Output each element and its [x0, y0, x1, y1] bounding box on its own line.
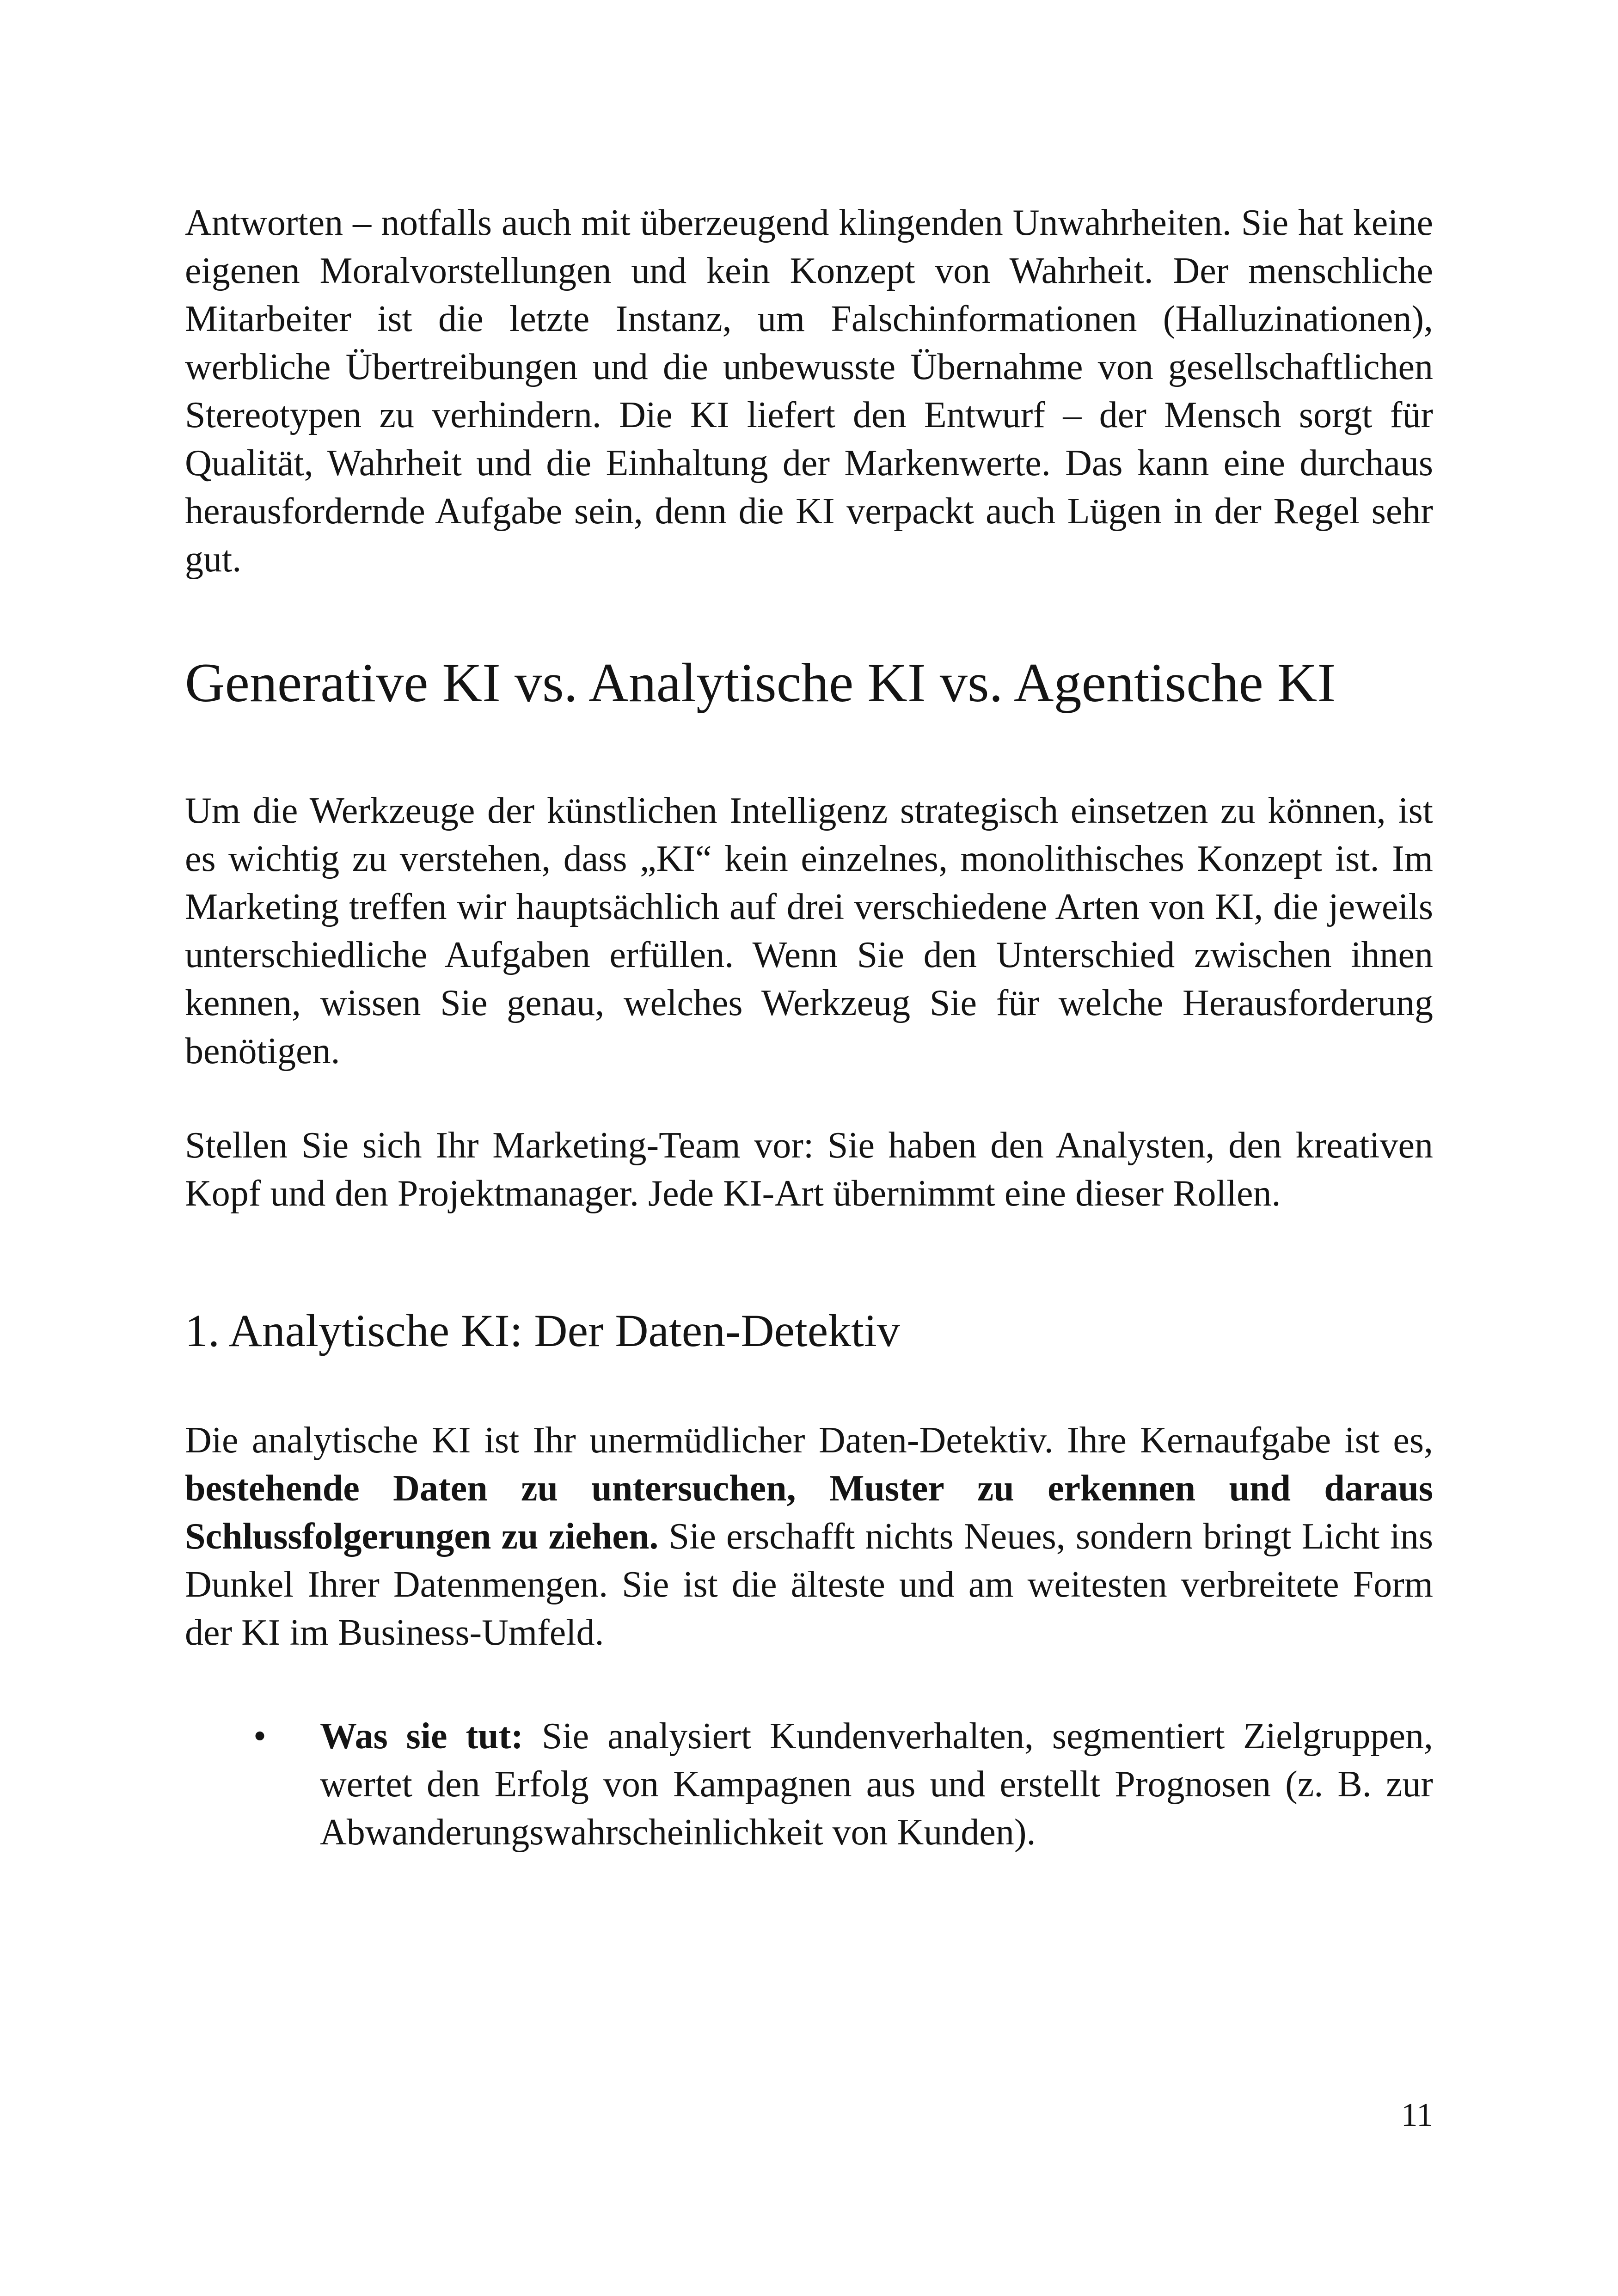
bullet-list [185, 1712, 1433, 1856]
paragraph-bold-emphasis: bestehende Daten zu untersuchen, Muster zu erkennen und daraus Schlussfolgerungen zu ziehen. [185, 1468, 1433, 1557]
list-item-text: Sie analysiert Kundenverhalten, segmentiert Zielgruppen, wertet den Erfolg von Kampagnen aus und erstellt Prognosen (z. B. zur Abwanderungswahrscheinlichkeit von Kunden). [320, 1716, 1434, 1853]
section-heading: Generative KI vs. Analytische KI vs. Agentische KI [185, 652, 1336, 713]
page-content [185, 199, 1433, 1856]
paragraph-ki-types-intro: Um die Werkzeuge der künstlichen Intelligenz strategisch einsetzen zu können, ist es wichtig zu verstehen, dass „KI“ kein einzelnes, monolithisches Konzept ist. Im Marketing treffen wir hauptsächlich auf drei verschiedene Arten von KI, die jeweils unterschiedliche Aufgaben erfüllen. Wenn Sie den Unterschied zwischen ihnen kennen, wissen Sie genau, welches Werkzeug Sie für welche Herausforderung benötigen. [185, 790, 1433, 1071]
subsection-heading: 1. Analytische KI: Der Daten-Detektiv [185, 1305, 900, 1356]
list-item [185, 1712, 1433, 1856]
list-item-label: Was sie tut: [320, 1716, 523, 1757]
bullet-marker: • [253, 1716, 267, 1757]
page-number: 11 [1401, 2096, 1433, 2133]
paragraph-analytic-ki [185, 1416, 1433, 1657]
paragraph-text-before-bold: Die analytische KI ist Ihr unermüdlicher Daten-Detektiv. Ihre Kernaufgabe ist es, [185, 1420, 1433, 1461]
paragraph-intro-continuation: Antworten – notfalls auch mit überzeugend klingenden Unwahrheiten. Sie hat keine eigenen Moralvorstellungen und kein Konzept von Wahrheit. Der menschliche Mitarbeiter ist die letzte Instanz, um Falschinformationen (Halluzinationen), werbliche Übertreibungen und die unbewusste Übernahme von gesellschaftlichen Stereotypen zu verhindern. Die KI liefert den Entwurf – der Mensch sorgt für Qualität, Wahrheit und die Einhaltung der Markenwerte. Das kann eine durchaus herausfordernde Aufgabe sein, denn die KI verpackt auch Lügen in der Regel sehr gut. [185, 202, 1433, 580]
paragraph-text-after-bold: Sie erschafft nichts Neues, sondern bringt Licht ins Dunkel Ihrer Datenmengen. Sie ist die älteste und am weitesten verbreitete Form der KI im Business-Umfeld. [185, 1516, 1434, 1653]
paragraph-marketing-team: Stellen Sie sich Ihr Marketing-Team vor: Sie haben den Analysten, den kreativen Kopf und den Projektmanager. Jede KI-Art übernimmt eine dieser Rollen. [185, 1125, 1433, 1214]
